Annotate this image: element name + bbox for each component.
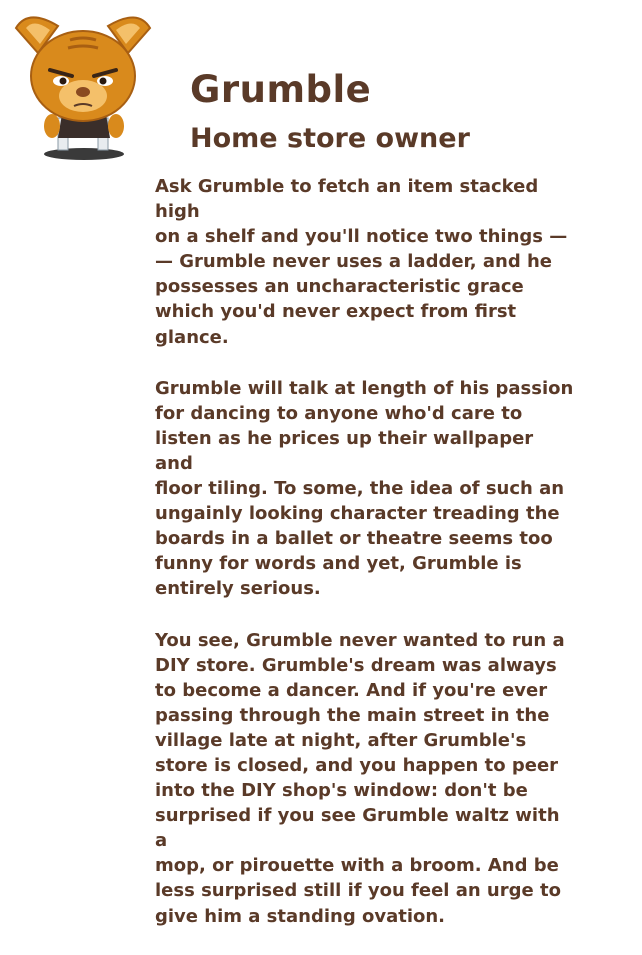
bio-text (155, 174, 575, 955)
grumble-avatar-icon (8, 8, 158, 163)
avatar-shadow (44, 148, 124, 160)
bio-paragraph-2: Grumble will talk at length of his passion for dancing to anyone who'd care to listen as he prices up their wallpaper and floor tiling. To some, the idea of such an ungainly looking character treading the boards in a ballet or theatre seems too funny for words and yet, Grumble is entirely serious. (155, 377, 574, 600)
character-role: Home store owner (190, 123, 470, 154)
bio-paragraph-3: You see, Grumble never wanted to run a DIY store. Grumble's dream was always to become a dancer. And if you're ever passing through the main street in the village late at night, after Grumble's store is closed, and you happen to peer into the DIY shop's window: don't be surprised if you see Grumble waltz with a mop, or pirouette with a broom. And be less surprised still if you feel an urge to give him a standing ovation. (155, 629, 565, 927)
bio-paragraph-1: Ask Grumble to fetch an item stacked high on a shelf and you'll notice two things — — Grumble never uses a ladder, and he possesses an uncharacteristic grace which you'd never expect from first glance. (155, 176, 568, 348)
character-name: Grumble (190, 68, 372, 111)
